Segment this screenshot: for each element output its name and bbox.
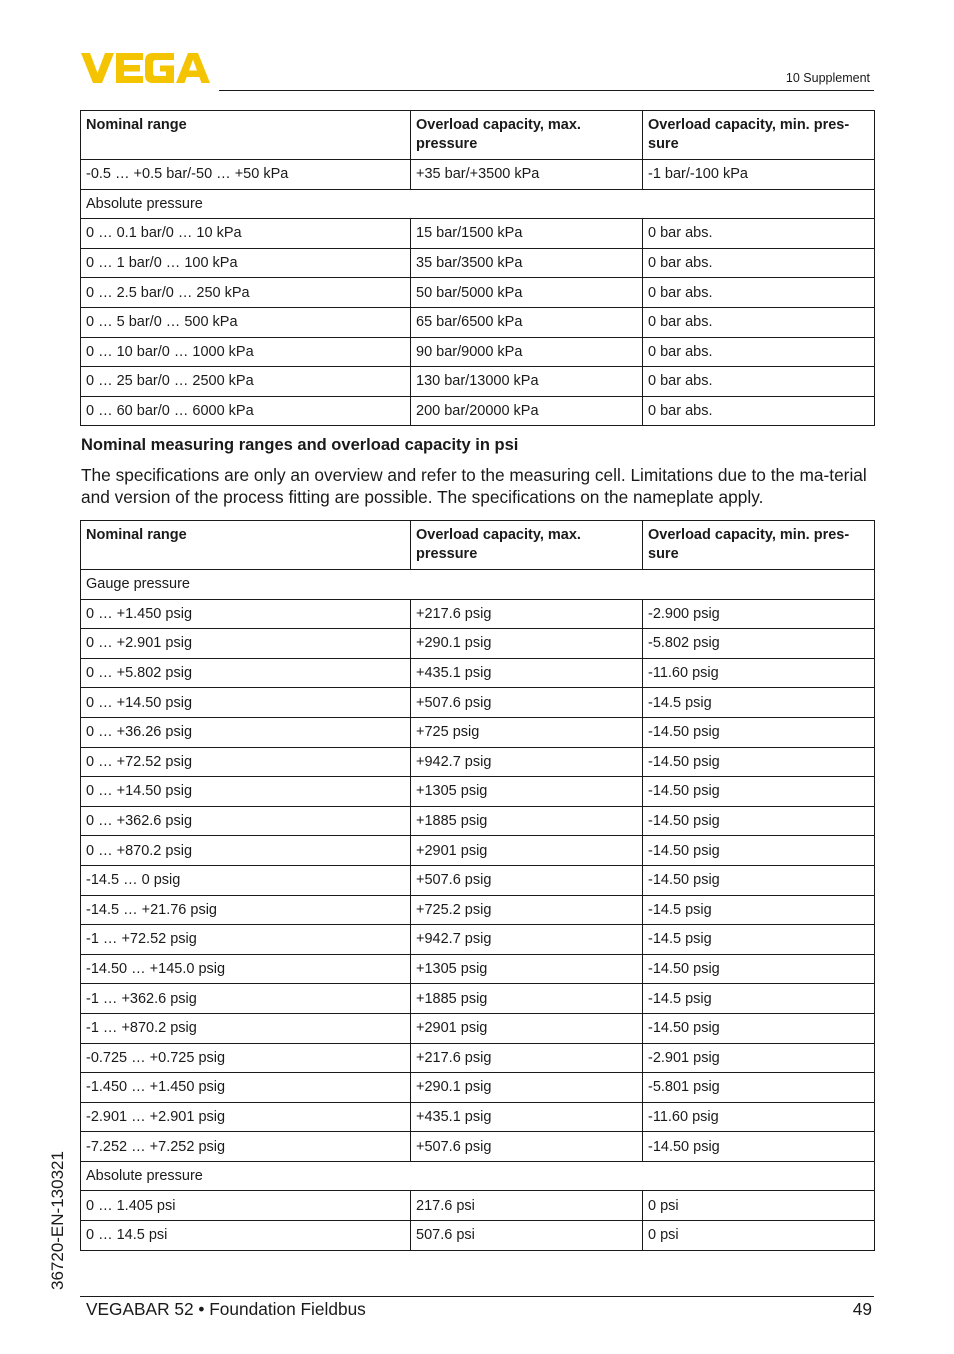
table-cell: -7.252 … +7.252 psig (81, 1132, 411, 1162)
table-cell: +1305 psig (411, 954, 643, 984)
table-cell: -1 bar/-100 kPa (643, 160, 875, 190)
footer-rule (80, 1296, 874, 1297)
table-cell: 0 … +14.50 psig (81, 688, 411, 718)
kpa-ranges-table (80, 110, 875, 426)
table-cell: -14.5 psig (643, 925, 875, 955)
table-cell: -1 … +72.52 psig (81, 925, 411, 955)
table-header-row (81, 111, 875, 160)
table-cell: +35 bar/+3500 kPa (411, 160, 643, 190)
table-row (81, 806, 875, 836)
table-cell: 0 … +2.901 psig (81, 629, 411, 659)
table-cell: -0.5 … +0.5 bar/-50 … +50 kPa (81, 160, 411, 190)
table-cell: 507.6 psi (411, 1221, 643, 1251)
table-cell: +435.1 psig (411, 1102, 643, 1132)
footer-title: VEGABAR 52 • Foundation Fieldbus (86, 1299, 366, 1319)
table-cell: -11.60 psig (643, 658, 875, 688)
table-cell: 0 … 14.5 psi (81, 1221, 411, 1251)
table-cell: 0 … +72.52 psig (81, 747, 411, 777)
table-cell: -14.50 psig (643, 777, 875, 807)
table-cell: +942.7 psig (411, 925, 643, 955)
table-row (81, 278, 875, 308)
table-cell: 0 … 1.405 psi (81, 1191, 411, 1221)
table-cell: -14.50 psig (643, 836, 875, 866)
table-row (81, 747, 875, 777)
psi-section-paragraph: The specifications are only an overview and refer to the measuring cell. Limitations due to the ma-terial and version of the process fitting are possible. The specifications on the nameplate apply. (81, 465, 867, 507)
table-row (81, 599, 875, 629)
table-row (81, 307, 875, 337)
table-cell: +725 psig (411, 717, 643, 747)
table-cell: -14.5 … 0 psig (81, 865, 411, 895)
table-row (81, 895, 875, 925)
table-row (81, 984, 875, 1014)
table-cell: -14.50 psig (643, 806, 875, 836)
table-cell: +1885 psig (411, 984, 643, 1014)
table-cell: +725.2 psig (411, 895, 643, 925)
table-cell: 217.6 psi (411, 1191, 643, 1221)
table-cell: +1885 psig (411, 806, 643, 836)
table-row (81, 1073, 875, 1103)
section-label: 10 Supplement (785, 71, 870, 85)
table-cell: -11.60 psig (643, 1102, 875, 1132)
table-cell: 0 … 10 bar/0 … 1000 kPa (81, 337, 411, 367)
table-cell: 0 bar abs. (643, 248, 875, 278)
table-row (81, 925, 875, 955)
group-label-cell: Absolute pressure (81, 189, 875, 219)
table-cell: 0 psi (643, 1221, 875, 1251)
table-row (81, 367, 875, 397)
table-group-row (81, 570, 875, 600)
table-cell: 0 … 1 bar/0 … 100 kPa (81, 248, 411, 278)
table-row (81, 396, 875, 426)
table-cell: -14.50 … +145.0 psig (81, 954, 411, 984)
table-cell: 130 bar/13000 kPa (411, 367, 643, 397)
table-cell: -1.450 … +1.450 psig (81, 1073, 411, 1103)
header-cell: Overload capacity, max. pressure (411, 111, 643, 160)
table-cell: -14.50 psig (643, 717, 875, 747)
table-cell: +507.6 psig (411, 865, 643, 895)
table-cell: 0 bar abs. (643, 337, 875, 367)
psi-section-heading: Nominal measuring ranges and overload capacity in psi (81, 436, 519, 454)
table-cell: 50 bar/5000 kPa (411, 278, 643, 308)
header-cell: Overload capacity, min. pres-sure (643, 521, 875, 570)
page-number: 49 (852, 1299, 872, 1319)
table-cell: 15 bar/1500 kPa (411, 219, 643, 249)
table-group-row (81, 1161, 875, 1191)
table-cell: 65 bar/6500 kPa (411, 307, 643, 337)
table-cell: 0 bar abs. (643, 307, 875, 337)
table-cell: -14.5 … +21.76 psig (81, 895, 411, 925)
table-cell: -14.50 psig (643, 954, 875, 984)
table-cell: +217.6 psig (411, 1043, 643, 1073)
table-cell: -14.50 psig (643, 747, 875, 777)
table-cell: 0 bar abs. (643, 219, 875, 249)
table-cell: +2901 psig (411, 1013, 643, 1043)
table-row (81, 1043, 875, 1073)
table-row (81, 1221, 875, 1251)
table-cell: -2.900 psig (643, 599, 875, 629)
header-rule (219, 90, 874, 91)
table-row (81, 1102, 875, 1132)
table-cell: 0 … +1.450 psig (81, 599, 411, 629)
table-cell: -1 … +870.2 psig (81, 1013, 411, 1043)
table-cell: -1 … +362.6 psig (81, 984, 411, 1014)
table-cell: 90 bar/9000 kPa (411, 337, 643, 367)
table-cell: -2.901 … +2.901 psig (81, 1102, 411, 1132)
table-header-row (81, 521, 875, 570)
header-cell: Nominal range (81, 111, 411, 160)
table-cell: -0.725 … +0.725 psig (81, 1043, 411, 1073)
table-row (81, 219, 875, 249)
group-label-cell: Gauge pressure (81, 570, 875, 600)
table-cell: +290.1 psig (411, 1073, 643, 1103)
table-cell: -14.5 psig (643, 984, 875, 1014)
table-cell: +290.1 psig (411, 629, 643, 659)
table-cell: 200 bar/20000 kPa (411, 396, 643, 426)
vega-logo (81, 52, 213, 84)
table-cell: 0 … 5 bar/0 … 500 kPa (81, 307, 411, 337)
group-label-cell: Absolute pressure (81, 1161, 875, 1191)
table-cell: -14.5 psig (643, 895, 875, 925)
table-cell: +2901 psig (411, 836, 643, 866)
table-cell: +507.6 psig (411, 1132, 643, 1162)
table-row (81, 836, 875, 866)
table-cell: -14.50 psig (643, 865, 875, 895)
table-row (81, 1013, 875, 1043)
table-cell: 0 bar abs. (643, 396, 875, 426)
table-row (81, 717, 875, 747)
header-cell: Overload capacity, min. pres-sure (643, 111, 875, 160)
table-cell: 0 … 0.1 bar/0 … 10 kPa (81, 219, 411, 249)
table-cell: 0 … +36.26 psig (81, 717, 411, 747)
table-cell: -14.50 psig (643, 1132, 875, 1162)
document-code: 36720-EN-130321 (48, 1151, 67, 1290)
table-cell: 35 bar/3500 kPa (411, 248, 643, 278)
table-cell: +217.6 psig (411, 599, 643, 629)
table-cell: 0 … +870.2 psig (81, 836, 411, 866)
table-row (81, 658, 875, 688)
header-cell: Overload capacity, max. pressure (411, 521, 643, 570)
table-row (81, 629, 875, 659)
table-row (81, 1191, 875, 1221)
table-cell: 0 psi (643, 1191, 875, 1221)
table-row (81, 777, 875, 807)
table-cell: -14.5 psig (643, 688, 875, 718)
table-cell: +507.6 psig (411, 688, 643, 718)
table-cell: -2.901 psig (643, 1043, 875, 1073)
table-row (81, 248, 875, 278)
table-cell: +435.1 psig (411, 658, 643, 688)
table-row (81, 1132, 875, 1162)
table-cell: -5.801 psig (643, 1073, 875, 1103)
table-cell: 0 … 2.5 bar/0 … 250 kPa (81, 278, 411, 308)
table-row (81, 160, 875, 190)
table-row (81, 954, 875, 984)
table-group-row (81, 189, 875, 219)
table-row (81, 865, 875, 895)
table-cell: 0 … 25 bar/0 … 2500 kPa (81, 367, 411, 397)
table-cell: 0 bar abs. (643, 367, 875, 397)
table-row (81, 688, 875, 718)
table-cell: 0 … +5.802 psig (81, 658, 411, 688)
table-cell: 0 … +362.6 psig (81, 806, 411, 836)
table-cell: +942.7 psig (411, 747, 643, 777)
table-row (81, 337, 875, 367)
table-cell: 0 bar abs. (643, 278, 875, 308)
header-cell: Nominal range (81, 521, 411, 570)
psi-ranges-table (80, 520, 875, 1251)
table-cell: 0 … 60 bar/0 … 6000 kPa (81, 396, 411, 426)
table-cell: 0 … +14.50 psig (81, 777, 411, 807)
table-cell: -5.802 psig (643, 629, 875, 659)
table-cell: -14.50 psig (643, 1013, 875, 1043)
table-cell: +1305 psig (411, 777, 643, 807)
